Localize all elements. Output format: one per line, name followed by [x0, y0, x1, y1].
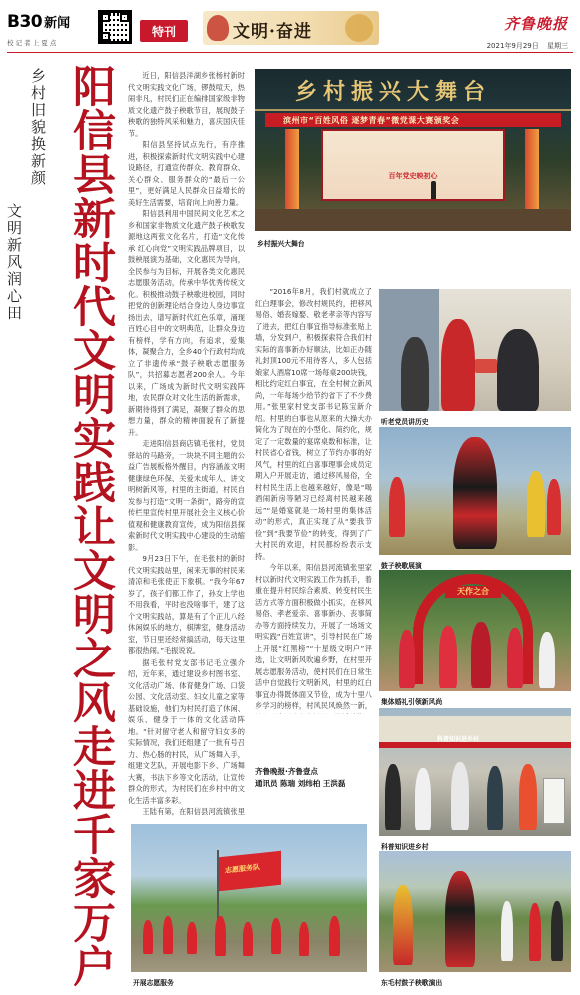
- article-paragraph: “2016年8月，我们村就成立了红白理事会，修改村规民约，把移风易俗、婚丧嫁娶、敬老孝亲等内容写了进去，把红白事宜指导标准张贴上墙，分发到户，积极探索符合我们村实际的喜事新办好顺法，比如正办随礼封顶100元不用待客人，多人包括娘家人酒席10席一场每桌200块钱，相比约定红白事宜，在全村树立新风尚，一年每场少给节约省下了不少费用。”张里家村党支部书记陈宝新介绍。村里的白事也从原来的大操大办简化为了现在的小型化、简约化，规定了一定数量的宴席桌数和标准，让村民省心省钱，树立了节约办事的好风气，村里的红白喜事理事会成员定期入户开展走访，通过移风易俗，全村村民生活上也越来越好，像是“喝酒闹新房等陋习已经离村民越来越远”“是婚宴就是一场村里的集体活动”的形式，真正实现了从“要我节俭”到“我要节俭”的转变，得到了广大村民的欢迎，村民都纷纷表示支持。: [255, 287, 372, 561]
- volunteer-figure: [271, 918, 281, 954]
- photo-caption: 科普知识进乡村: [381, 843, 429, 851]
- section-banner: [203, 11, 379, 45]
- article-paragraph: 据毛张村党支部书记毛立强介绍，近年来，通过建设乡村图书室、文化活动广场、体育健身广场、口袋公园、文化活动室、妇女儿童之家等基础设施，他们为村民打造了休闲、娱乐、健身于一体的文化活动阵地。“针对留守老人和留守妇女多的实际情况，我们还组建了一批有号召力、热心肠的村民，从广场舞入手，组建文艺队，开展电影下乡、广场舞大赛，书法下乡等文化活动，让宣传群众的形式，为村民们在乡村中的文化生活丰富多彩。: [128, 657, 245, 805]
- article-byline: [255, 766, 375, 790]
- person-figure: [415, 768, 431, 830]
- stage-banner-text: 滨州市“百姓风俗 逐梦青春”微党课大赛颁奖会: [283, 116, 460, 125]
- volunteer-figure: [299, 922, 309, 956]
- subheadline-2: 文明新风润心田: [5, 203, 23, 322]
- stage-screen: [321, 129, 505, 201]
- stage-rail: [255, 109, 571, 111]
- person-figure: [539, 632, 555, 688]
- header-divider: [7, 52, 573, 53]
- person-figure: [487, 766, 503, 830]
- article-paragraph: 今年以来，阳信县河流镇张里家村以新时代文明实践工作为抓手，着重在提升村民综合素质、转变村民生活方式等方面积极做小抓实，在移风易俗、孝老爱亲、喜事新办、丧事简办等方面持续发力，开展了一场场文明实践“百姓宣讲”，引导村民在广场上开展“红黑榜”“十星级文明户”评选，让文明新风吹遍乡野，在村里开展志愿服务活动，使村民们在日常生活中自觉践行文明新风，村里的红白事宜办得既体面又节俭，成为十里八乡学习的榜样，村风民风焕然一新，: [255, 563, 372, 710]
- photo-caption: 听老党员讲历史: [381, 418, 429, 426]
- issue-weekday: 星期三: [547, 42, 568, 50]
- person-figure: [385, 764, 401, 830]
- stage-speaker: [431, 181, 436, 199]
- article-paragraph: 阳信县坚持试点先行，有序推进，积极探索新时代文明实践中心建设路径，打通宣传群众、教育群众、关心群众、服务群众的“最后一公里”，更好满足人民群众日益增长的美好生活需要，培育向上向善力量。: [128, 140, 245, 207]
- science-sign: 科普知识进乡村: [437, 736, 480, 743]
- photo-drum-dance: [379, 427, 571, 555]
- page-number: B30: [7, 12, 43, 32]
- photo-caption: 东毛村鼓子秧歌演出: [381, 979, 443, 987]
- book-prop: [475, 359, 497, 373]
- article-paragraph: 近日，阳信县洋湖乡张杨村新时代文明实践文化广场，锣鼓喧天，热闹非凡，村民们正在编排国家级非物质文化遗产鼓子秧歌节目，展现鼓子秧歌的独特风采和魅力，喜庆国庆佳节。: [128, 71, 245, 138]
- article-column-2: [255, 286, 372, 714]
- stage-sign-text: 乡村振兴大舞台: [295, 79, 492, 105]
- volunteer-figure: [243, 922, 253, 956]
- person-figure: [497, 329, 539, 411]
- volunteer-figure: [187, 922, 197, 954]
- article-paragraph: 走进阳信县商店镇毛张村，党员驿站的马路旁，一块块不同主题的公益广告展板格外醒目，内容涵盖文明健康绿色环保、关爱未成年人、讲文明树新风等，村里的主街道，村民自发参与打造“文明一条街”，路旁的宣传栏里宣传村里开展社会主义核心价值观和健康教育宣传，成为阳信县探索新时代文明实践中心建设的生动缩影。: [128, 439, 245, 552]
- article-paragraph: 王陆有第，在阳信县河流镇张里: [142, 807, 245, 816]
- photo-elder-party-member: [379, 289, 571, 411]
- photo-science-outreach: [379, 708, 571, 836]
- byline-reporters: 通讯员 陈瑞 刘纬柏 王洪磊: [255, 779, 346, 788]
- banner-decoration: [345, 14, 373, 42]
- qr-code-icon[interactable]: [98, 10, 132, 44]
- person-figure: [507, 628, 523, 688]
- stage-floor: [255, 209, 571, 231]
- person-figure: [451, 762, 469, 830]
- article-paragraph: 9月23日下午，在毛张村的新时代文明实践站里，闲来无事的村民来清凉和毛张使正下象棋。“我今年67岁了，孩子们都工作了，孙女上学也不用我看，平时也没啥事干，建了这个文明实践站，算是有了个正儿八经休闲娱乐的地方，棋牌室，健身活动室，节日里还经常搞活动，每天这里都很热闹。”毛振说说。: [128, 554, 245, 655]
- performer-figure: [389, 477, 405, 537]
- main-headline: 阳信县新时代文明实践让文明之风走进千家万户: [66, 64, 116, 988]
- person-figure: [471, 622, 491, 688]
- performer-figure: [393, 885, 413, 965]
- photo-caption: 开展志愿服务: [133, 979, 174, 987]
- volunteer-figure: [329, 916, 340, 956]
- newspaper-masthead: 齐鲁晚报: [503, 15, 568, 33]
- photo-caption: 乡村振兴大舞台: [257, 240, 305, 248]
- banner-title: 文明·奋进: [233, 22, 312, 42]
- person-figure: [399, 630, 415, 688]
- dateline: [481, 41, 568, 51]
- photo-volunteer-service: [131, 824, 367, 972]
- volunteer-figure: [163, 916, 173, 954]
- byline-outlet: 齐鲁晚报·齐鲁壹点: [255, 767, 318, 776]
- subheadline-1: 乡村旧貌换新颜: [29, 68, 47, 187]
- person-figure: [529, 903, 541, 961]
- performer-figure: [445, 871, 475, 967]
- photo-group-wedding: [379, 570, 571, 691]
- photo-caption: 集体婚礼引领新风尚: [381, 698, 443, 706]
- stage-screen-text: 百年党史映初心: [388, 172, 438, 180]
- photo-village-drum-show: [379, 851, 571, 972]
- stage-pillar: [525, 129, 539, 209]
- issue-date: 2021年9月29日: [486, 42, 539, 50]
- volunteer-figure: [215, 916, 226, 956]
- banner-decoration: [207, 15, 229, 41]
- performer-figure: [547, 479, 561, 535]
- article-paragraph: 阳信县利用中国民间文化艺术之乡和国家非物质文化遗产鼓子秧歌发源地这两张文化名片，打造“文化传承 红心向党”文明实践品牌项目，以鼓秧展演为基础，文化惠民为导向，全民参与为目标，开展各类文化惠民志愿服务活动，传承中华优秀传统文化。积极推动鼓子秧歌进校园，同时把党的创新理论结合身边人身边事宣扬出去，谱写新时代红色乐章，涌现百姓心目中的文明典范，让群众身边有榜样，学有方向，有追求，爱集体，凝聚合力，全乡40个行政村均成立了非遗传承“鼓子秧歌志愿服务队”，共招募志愿者200余人。今年以来，广场成为新时代文明实践阵地，农民群众对文化生活的新需求，新期待得到了满足，凝聚了群众的思想力量，群众的精神面貌有了新提升。: [128, 209, 245, 437]
- photo-rural-stage: [255, 69, 571, 231]
- info-board: [543, 778, 565, 824]
- volunteer-flag-text: 志愿服务队: [225, 863, 260, 875]
- performer-figure: [527, 471, 545, 537]
- photo-caption: 鼓子秧歌展演: [381, 562, 422, 570]
- volunteer-figure: [143, 920, 153, 954]
- person-figure: [401, 337, 429, 411]
- person-figure: [501, 901, 513, 961]
- stage-pillar: [285, 129, 299, 209]
- wedding-arch-sign: 天作之合: [445, 586, 501, 598]
- person-figure: [551, 901, 563, 961]
- person-figure: [441, 319, 475, 411]
- section-name: 新闻: [44, 16, 71, 31]
- page-staff-credit: 校 记 者 上 夏 点: [7, 39, 57, 47]
- page-header: [0, 0, 580, 52]
- page-identifier: [7, 12, 70, 32]
- person-figure: [439, 626, 457, 688]
- article-column-1: [128, 70, 245, 816]
- person-figure: [519, 764, 537, 830]
- special-edition-tag: 特刊: [140, 20, 188, 42]
- performer-figure: [453, 437, 497, 549]
